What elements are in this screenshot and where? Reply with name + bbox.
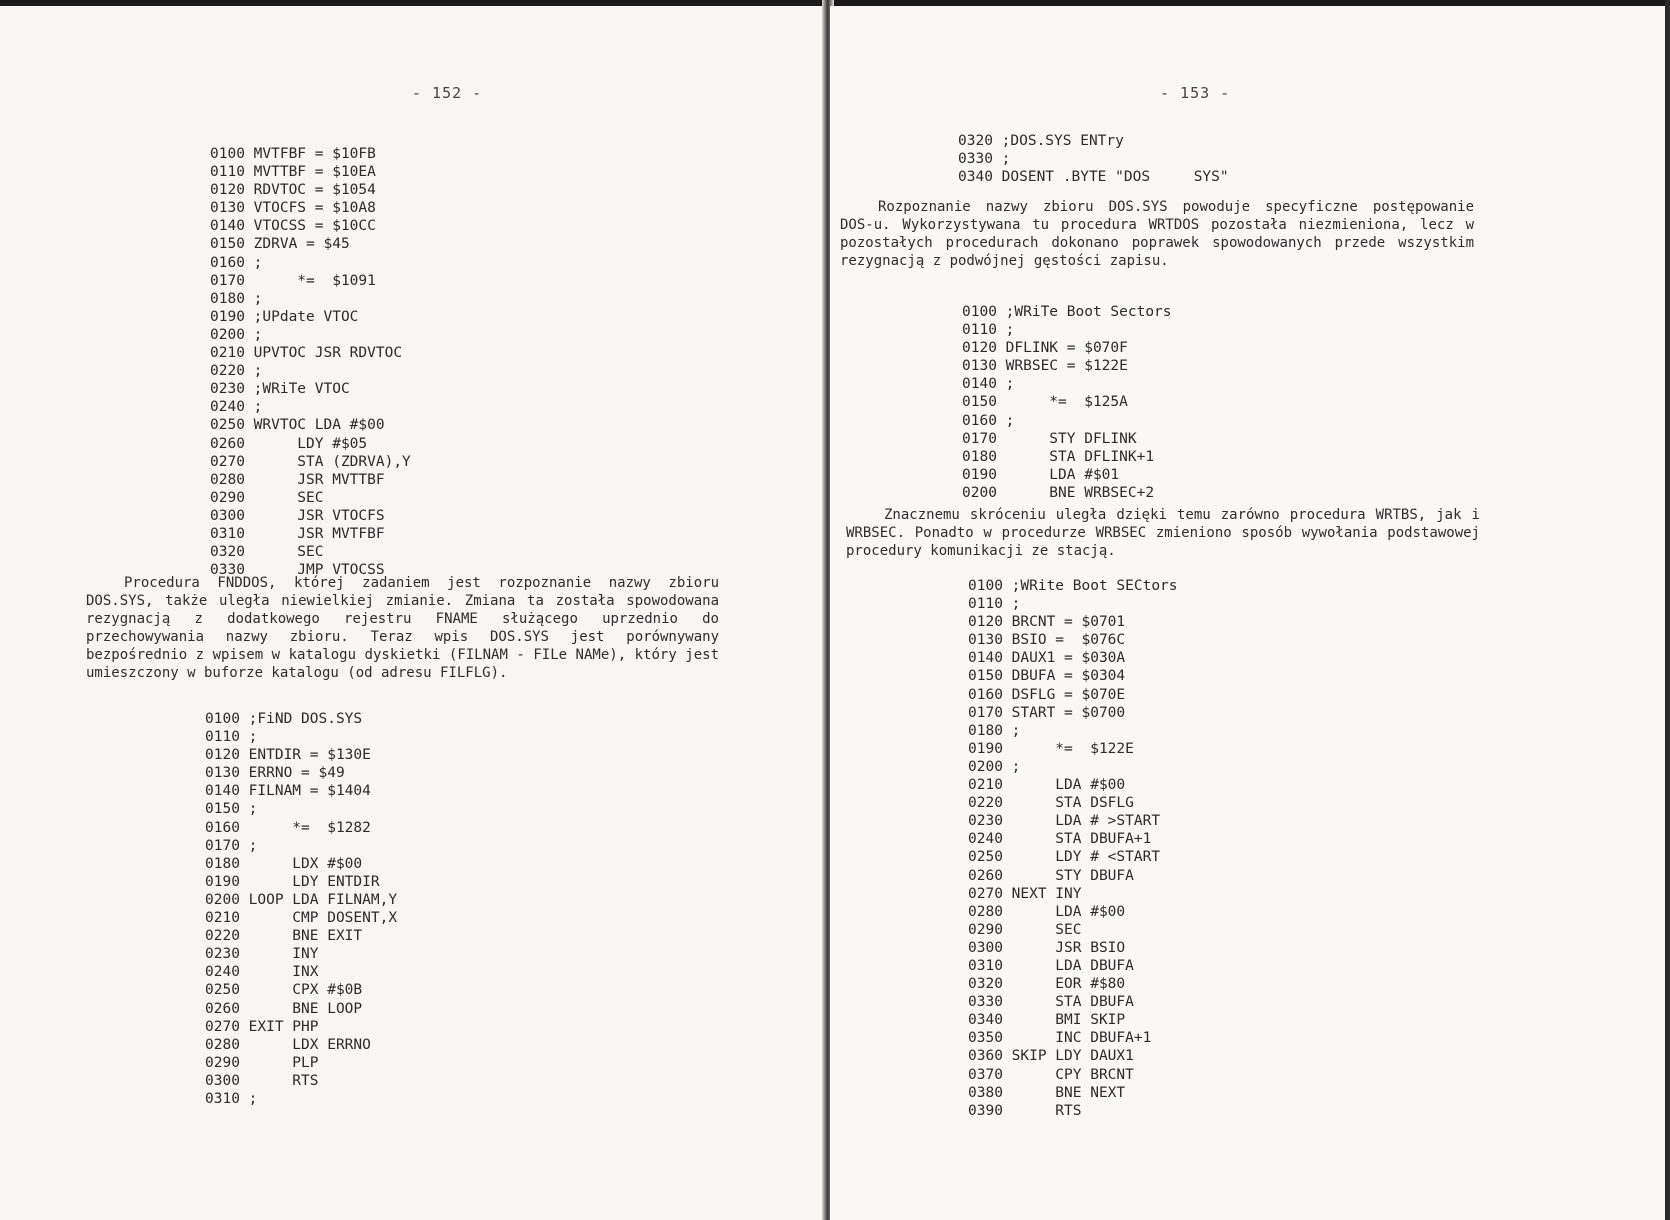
code-line: 0290 SEC <box>968 921 1082 938</box>
code-line: 0140 FILNAM = $1404 <box>205 783 371 800</box>
code-line: 0130 ERRNO = $49 <box>205 765 345 782</box>
code-line: 0190 LDY ENTDIR <box>205 873 380 890</box>
code-line: 0150 ZDRVA = $45 <box>210 236 350 253</box>
code-line: 0160 *= $1282 <box>205 819 371 836</box>
code-line: 0240 ; <box>210 399 263 416</box>
code-line: 0330 JMP VTOCSS <box>210 562 385 579</box>
code-line: 0140 ; <box>962 376 1015 393</box>
code-line: 0250 LDY # <START <box>968 849 1161 866</box>
code-line: 0270 STA (ZDRVA),Y <box>210 453 411 470</box>
code-line: 0100 MVTFBF = $10FB <box>210 146 376 162</box>
code-line: 0390 RTS <box>968 1102 1082 1119</box>
code-line: 0150 ; <box>205 801 258 818</box>
code-line: 0370 CPY BRCNT <box>968 1066 1134 1083</box>
code-line: 0300 JSR VTOCFS <box>210 507 385 524</box>
code-line: 0200 LOOP LDA FILNAM,Y <box>205 891 398 908</box>
code-listing-write-boot-sectors <box>962 303 1172 502</box>
code-line: 0100 ;WRiTe Boot Sectors <box>962 304 1172 320</box>
code-line: 0150 DBUFA = $0304 <box>968 668 1126 685</box>
code-line: 0150 *= $125A <box>962 394 1128 411</box>
code-line: 0330 ; <box>958 151 1011 168</box>
code-line: 0160 ; <box>210 254 263 271</box>
code-line: 0200 BNE WRBSEC+2 <box>962 484 1155 501</box>
code-line: 0110 ; <box>962 322 1015 339</box>
code-line: 0180 ; <box>968 722 1021 739</box>
code-line: 0230 INY <box>205 946 319 963</box>
code-line: 0160 DSFLG = $070E <box>968 686 1126 703</box>
code-line: 0170 START = $0700 <box>968 704 1126 721</box>
code-line: 0320 EOR #$80 <box>968 976 1126 993</box>
page-number-left: - 152 - <box>412 84 483 102</box>
code-listing-find-dos-sys <box>205 710 397 1108</box>
code-line: 0310 LDA DBUFA <box>968 957 1134 974</box>
code-line: 0130 BSIO = $076C <box>968 632 1126 649</box>
code-listing-update-vtoc <box>210 145 411 579</box>
code-line: 0110 ; <box>968 596 1021 613</box>
code-line: 0220 ; <box>210 363 263 380</box>
code-line: 0330 STA DBUFA <box>968 994 1134 1011</box>
code-line: 0290 SEC <box>210 489 324 506</box>
code-line: 0310 JSR MVTFBF <box>210 525 385 542</box>
code-line: 0260 STY DBUFA <box>968 867 1134 884</box>
code-line: 0140 DAUX1 = $030A <box>968 650 1126 667</box>
code-line: 0190 LDA #$01 <box>962 466 1120 483</box>
code-line: 0280 LDA #$00 <box>968 903 1126 920</box>
code-line: 0130 VTOCFS = $10A8 <box>210 200 376 217</box>
code-line: 0180 LDX #$00 <box>205 855 363 872</box>
code-line: 0280 JSR MVTTBF <box>210 471 385 488</box>
code-line: 0350 INC DBUFA+1 <box>968 1030 1152 1047</box>
code-line: 0270 EXIT PHP <box>205 1018 319 1035</box>
code-line: 0190 *= $122E <box>968 740 1134 757</box>
code-line: 0190 ;UPdate VTOC <box>210 308 359 325</box>
code-line: 0280 LDX ERRNO <box>205 1036 371 1053</box>
code-line: 0170 *= $1091 <box>210 272 376 289</box>
code-line: 0160 ; <box>962 412 1015 429</box>
code-line: 0200 ; <box>210 326 263 343</box>
code-line: 0120 RDVTOC = $1054 <box>210 182 376 199</box>
code-line: 0210 LDA #$00 <box>968 777 1126 794</box>
code-line: 0220 BNE EXIT <box>205 928 363 945</box>
code-line: 0260 BNE LOOP <box>205 1000 363 1017</box>
code-line: 0340 BMI SKIP <box>968 1012 1126 1029</box>
code-line: 0120 BRCNT = $0701 <box>968 614 1126 631</box>
code-line: 0210 CMP DOSENT,X <box>205 910 398 927</box>
code-line: 0220 STA DSFLG <box>968 795 1134 812</box>
code-line: 0360 SKIP LDY DAUX1 <box>968 1048 1134 1065</box>
code-line: 0290 PLP <box>205 1054 319 1071</box>
code-line: 0200 ; <box>968 758 1021 775</box>
code-listing-dos-sys-entry <box>958 132 1229 186</box>
code-line: 0320 ;DOS.SYS ENTry <box>958 133 1124 149</box>
code-line: 0300 JSR BSIO <box>968 939 1126 956</box>
code-line: 0210 UPVTOC JSR RDVTOC <box>210 345 403 362</box>
code-line: 0230 LDA # >START <box>968 813 1161 830</box>
code-listing-write-boot-sectors-2 <box>968 577 1178 1120</box>
paragraph-fnddos: Procedura FNDDOS, której zadaniem jest rozpoznanie nazwy zbioru DOS.SYS, także uległa niewielkiej zmianie. Zmiana ta została spowodowana rezygnacją z dodatkowego rejestru FNAME służącego uprzednio do przechowywania nazwy zbioru. Teraz wpis DOS.SYS jest porównywany bezpośrednio z wpisem w katalogu dyskietki (FILNAM - FILe NAMe), który jest umieszczony w buforze katalogu (od adresu FILFLG). <box>86 575 719 681</box>
code-line: 0270 NEXT INY <box>968 885 1082 902</box>
code-line: 0110 ; <box>205 729 258 746</box>
code-line: 0170 STY DFLINK <box>962 430 1137 447</box>
code-line: 0250 WRVTOC LDA #$00 <box>210 417 385 434</box>
code-line: 0100 ;FiND DOS.SYS <box>205 711 363 727</box>
code-line: 0310 ; <box>205 1090 258 1107</box>
code-line: 0380 BNE NEXT <box>968 1084 1126 1101</box>
code-line: 0300 RTS <box>205 1072 319 1089</box>
code-line: 0130 WRBSEC = $122E <box>962 358 1128 375</box>
code-line: 0180 ; <box>210 290 263 307</box>
code-line: 0170 ; <box>205 837 258 854</box>
code-line: 0250 CPX #$0B <box>205 982 363 999</box>
code-line: 0340 DOSENT .BYTE "DOS SYS" <box>958 169 1229 186</box>
right-page <box>830 6 1670 1220</box>
code-line: 0140 VTOCSS = $10CC <box>210 218 376 235</box>
paragraph-znacznemu: Znacznemu skróceniu uległa dzięki temu zarówno procedura WRTBS, jak i WRBSEC. Ponadto w procedurze WRBSEC zmieniono sposób wywołania podstawowej procedury komunikacji ze stacją. <box>846 507 1480 559</box>
left-page <box>0 6 826 1220</box>
code-line: 0100 ;WRite Boot SECtors <box>968 578 1178 594</box>
code-line: 0240 STA DBUFA+1 <box>968 831 1152 848</box>
code-line: 0230 ;WRiTe VTOC <box>210 381 350 398</box>
code-line: 0120 DFLINK = $070F <box>962 340 1128 357</box>
code-line: 0110 MVTTBF = $10EA <box>210 164 376 181</box>
scan-right-edge <box>1665 0 1670 1220</box>
code-line: 0320 SEC <box>210 544 324 561</box>
code-line: 0120 ENTDIR = $130E <box>205 747 371 764</box>
paragraph-rozpoznanie: Rozpoznanie nazwy zbioru DOS.SYS powoduje specyficzne postępowanie DOS-u. Wykorzystywana tu procedura WRTDOS pozostała niezmieniona, lecz w pozostałych procedurach dokonano poprawek spowodowanych przede wszystkim rezygnacją z podwójnej gęstości zapisu. <box>840 199 1474 269</box>
code-line: 0260 LDY #$05 <box>210 435 368 452</box>
code-line: 0180 STA DFLINK+1 <box>962 448 1155 465</box>
page-number-right: - 153 - <box>1160 84 1231 102</box>
code-line: 0240 INX <box>205 964 319 981</box>
